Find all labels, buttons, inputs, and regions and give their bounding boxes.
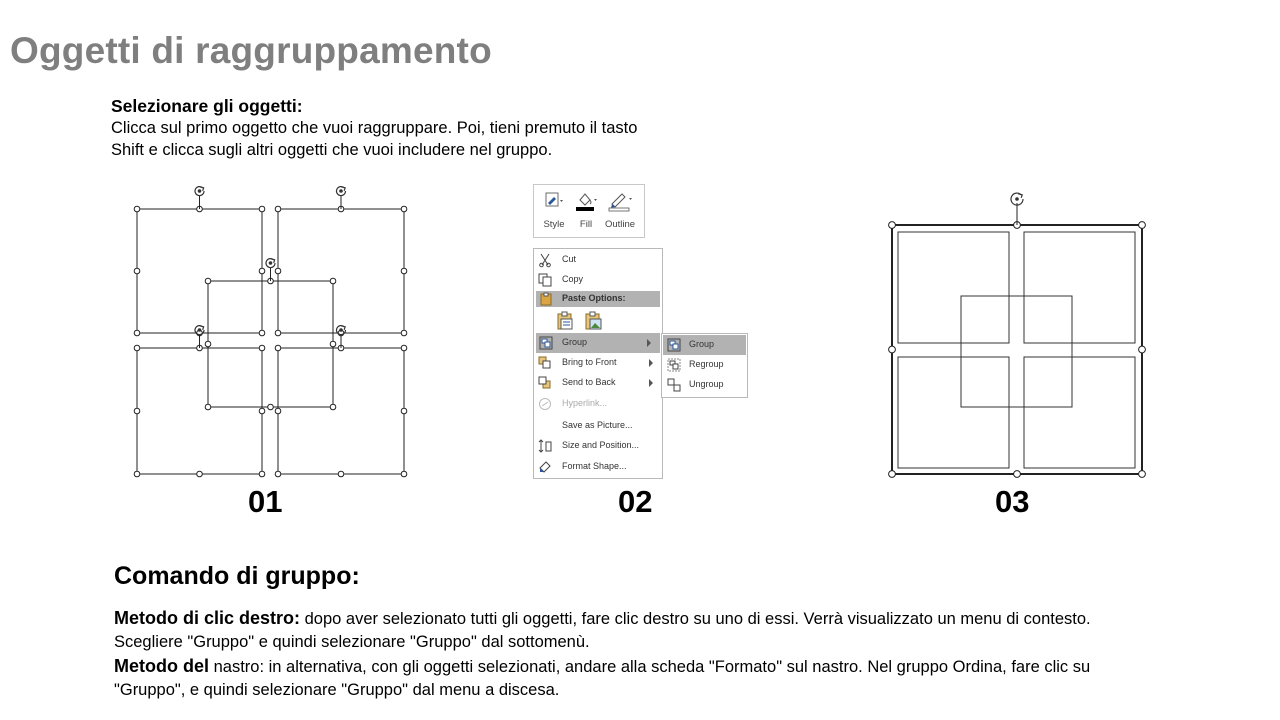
resize-handle <box>275 330 281 336</box>
submenu-item-regroup[interactable]: Regroup <box>663 355 746 375</box>
ribbon-style-button[interactable]: Style <box>536 189 572 230</box>
menu-item-send-to-back[interactable]: Send to Back <box>534 373 662 393</box>
resize-handle <box>330 341 336 347</box>
size-position-icon <box>538 439 552 453</box>
rotation-handle-icon <box>266 259 275 268</box>
ribbon-method <box>114 655 1154 702</box>
resize-handle <box>205 404 211 410</box>
paste-keep-formatting-icon[interactable] <box>556 311 576 331</box>
resize-handle <box>338 471 344 477</box>
rotation-handle-icon <box>337 326 346 335</box>
resize-handle <box>338 206 344 212</box>
resize-handle <box>330 404 336 410</box>
selection-frame <box>278 348 404 474</box>
right-click-method-text: dopo aver selezionato tutti gli oggetti, fare clic destro su uno di essi. Verrà visualizzato un menu di contesto. Scegliere "Gruppo" e quindi selezionare "Gruppo" dal sottomenù. <box>114 610 1091 651</box>
format-shape-icon <box>538 460 552 474</box>
menu-item-size-and-position[interactable]: Size and Position... <box>534 436 662 456</box>
menu-header-paste-options: Paste Options: <box>536 291 660 307</box>
resize-handle <box>338 330 344 336</box>
selection-frame <box>278 209 404 333</box>
paste-picture-icon[interactable] <box>584 311 604 331</box>
menu-item-hyperlink[interactable]: Hyperlink... <box>534 394 662 414</box>
square-bottom-left <box>898 357 1009 468</box>
ribbon-method-label: Metodo del <box>114 656 209 676</box>
submenu-item-group[interactable]: Group <box>663 335 746 355</box>
resize-handle <box>259 206 265 212</box>
resize-handle <box>259 330 265 336</box>
command-section-title: Comando di gruppo: <box>114 562 360 590</box>
rotation-handle-icon <box>195 326 204 335</box>
resize-handle <box>1014 222 1021 229</box>
resize-handle <box>401 408 407 414</box>
step-number-3: 03 <box>995 484 1030 519</box>
resize-handle <box>259 345 265 351</box>
square-top-left <box>898 232 1009 343</box>
submenu-arrow-icon <box>647 339 651 347</box>
square-bottom-right <box>1024 357 1135 468</box>
selection-frame <box>892 225 1142 474</box>
intro-text <box>111 95 751 161</box>
submenu-arrow-icon <box>649 379 653 387</box>
menu-item-save-as-picture[interactable]: Save as Picture... <box>562 420 633 430</box>
resize-handle <box>401 268 407 274</box>
right-click-method-label: Metodo di clic destro: <box>114 608 301 628</box>
resize-handle <box>268 404 274 410</box>
hyperlink-icon <box>538 397 552 411</box>
resize-handle <box>1139 471 1146 478</box>
intro-heading: Selezionare gli oggetti: <box>111 96 303 116</box>
group-icon <box>667 338 681 352</box>
resize-handle <box>401 330 407 336</box>
resize-handle <box>889 346 896 353</box>
context-menu <box>533 248 663 479</box>
shape-style-icon <box>536 189 572 211</box>
selection-frame <box>137 209 262 333</box>
send-to-back-icon <box>538 376 552 390</box>
intro-line-1: Clicca sul primo oggetto che vuoi raggruppare. Poi, tieni premuto il tasto <box>111 119 638 137</box>
menu-item-copy[interactable]: Copy <box>534 270 662 290</box>
resize-handle <box>134 206 140 212</box>
pen-outline-icon <box>602 189 638 211</box>
rotation-handle-icon <box>195 187 204 196</box>
resize-handle <box>338 345 344 351</box>
clipboard-icon <box>539 292 553 306</box>
resize-handle <box>275 345 281 351</box>
resize-handle <box>1139 222 1146 229</box>
page-title: Oggetti di raggruppamento <box>10 30 492 71</box>
step-number-2: 02 <box>618 484 653 519</box>
menu-item-format-shape[interactable]: Format Shape... <box>534 457 662 477</box>
resize-handle <box>197 471 203 477</box>
resize-handle <box>401 345 407 351</box>
resize-handle <box>275 206 281 212</box>
bring-to-front-icon <box>538 356 552 370</box>
ribbon-outline-button[interactable]: Outline <box>602 189 638 230</box>
resize-handle <box>401 206 407 212</box>
resize-handle <box>1139 346 1146 353</box>
menu-item-bring-to-front[interactable]: Bring to Front <box>534 353 662 373</box>
resize-handle <box>197 345 203 351</box>
menu-item-group[interactable]: Group <box>536 333 660 353</box>
resize-handle <box>205 278 211 284</box>
ungroup-icon <box>667 378 681 392</box>
group-submenu <box>661 333 748 398</box>
paint-bucket-icon <box>568 189 604 211</box>
square-center <box>961 296 1072 407</box>
right-click-method <box>114 607 1154 654</box>
resize-handle <box>259 268 265 274</box>
ribbon-method-text: nastro: in alternativa, con gli oggetti selezionati, andare alla scheda "Formato" sul nastro. Nel gruppo Ordina, fare clic su "Gruppo", e quindi selezionare "Gruppo" dal menu a discesa. <box>114 658 1091 699</box>
resize-handle <box>134 268 140 274</box>
submenu-item-ungroup[interactable]: Ungroup <box>663 375 746 395</box>
selection-frame <box>137 348 262 474</box>
paste-options-row <box>534 309 662 333</box>
resize-handle <box>889 222 896 229</box>
resize-handle <box>134 471 140 477</box>
resize-handle <box>401 471 407 477</box>
resize-handle <box>197 330 203 336</box>
resize-handle <box>275 471 281 477</box>
resize-handle <box>259 471 265 477</box>
resize-handle <box>134 408 140 414</box>
submenu-arrow-icon <box>649 359 653 367</box>
resize-handle <box>275 408 281 414</box>
resize-handle <box>134 330 140 336</box>
selection-frame <box>208 281 333 407</box>
resize-handle <box>330 278 336 284</box>
scissors-icon <box>538 253 552 267</box>
step-number-1: 01 <box>248 484 283 519</box>
ribbon-fill-button[interactable]: Fill <box>568 189 604 230</box>
regroup-icon <box>667 358 681 372</box>
resize-handle <box>259 408 265 414</box>
resize-handle <box>1014 471 1021 478</box>
resize-handle <box>889 471 896 478</box>
group-icon <box>539 336 553 350</box>
resize-handle <box>205 341 211 347</box>
resize-handle <box>268 278 274 284</box>
resize-handle <box>197 206 203 212</box>
rotation-handle-icon <box>1011 193 1023 205</box>
copy-icon <box>538 273 552 287</box>
square-top-right <box>1024 232 1135 343</box>
intro-line-2: Shift e clicca sugli altri oggetti che vuoi includere nel gruppo. <box>111 141 553 159</box>
resize-handle <box>275 268 281 274</box>
resize-handle <box>134 345 140 351</box>
menu-item-cut[interactable]: Cut <box>534 250 662 270</box>
ribbon-shape-styles <box>533 184 645 238</box>
rotation-handle-icon <box>337 187 346 196</box>
